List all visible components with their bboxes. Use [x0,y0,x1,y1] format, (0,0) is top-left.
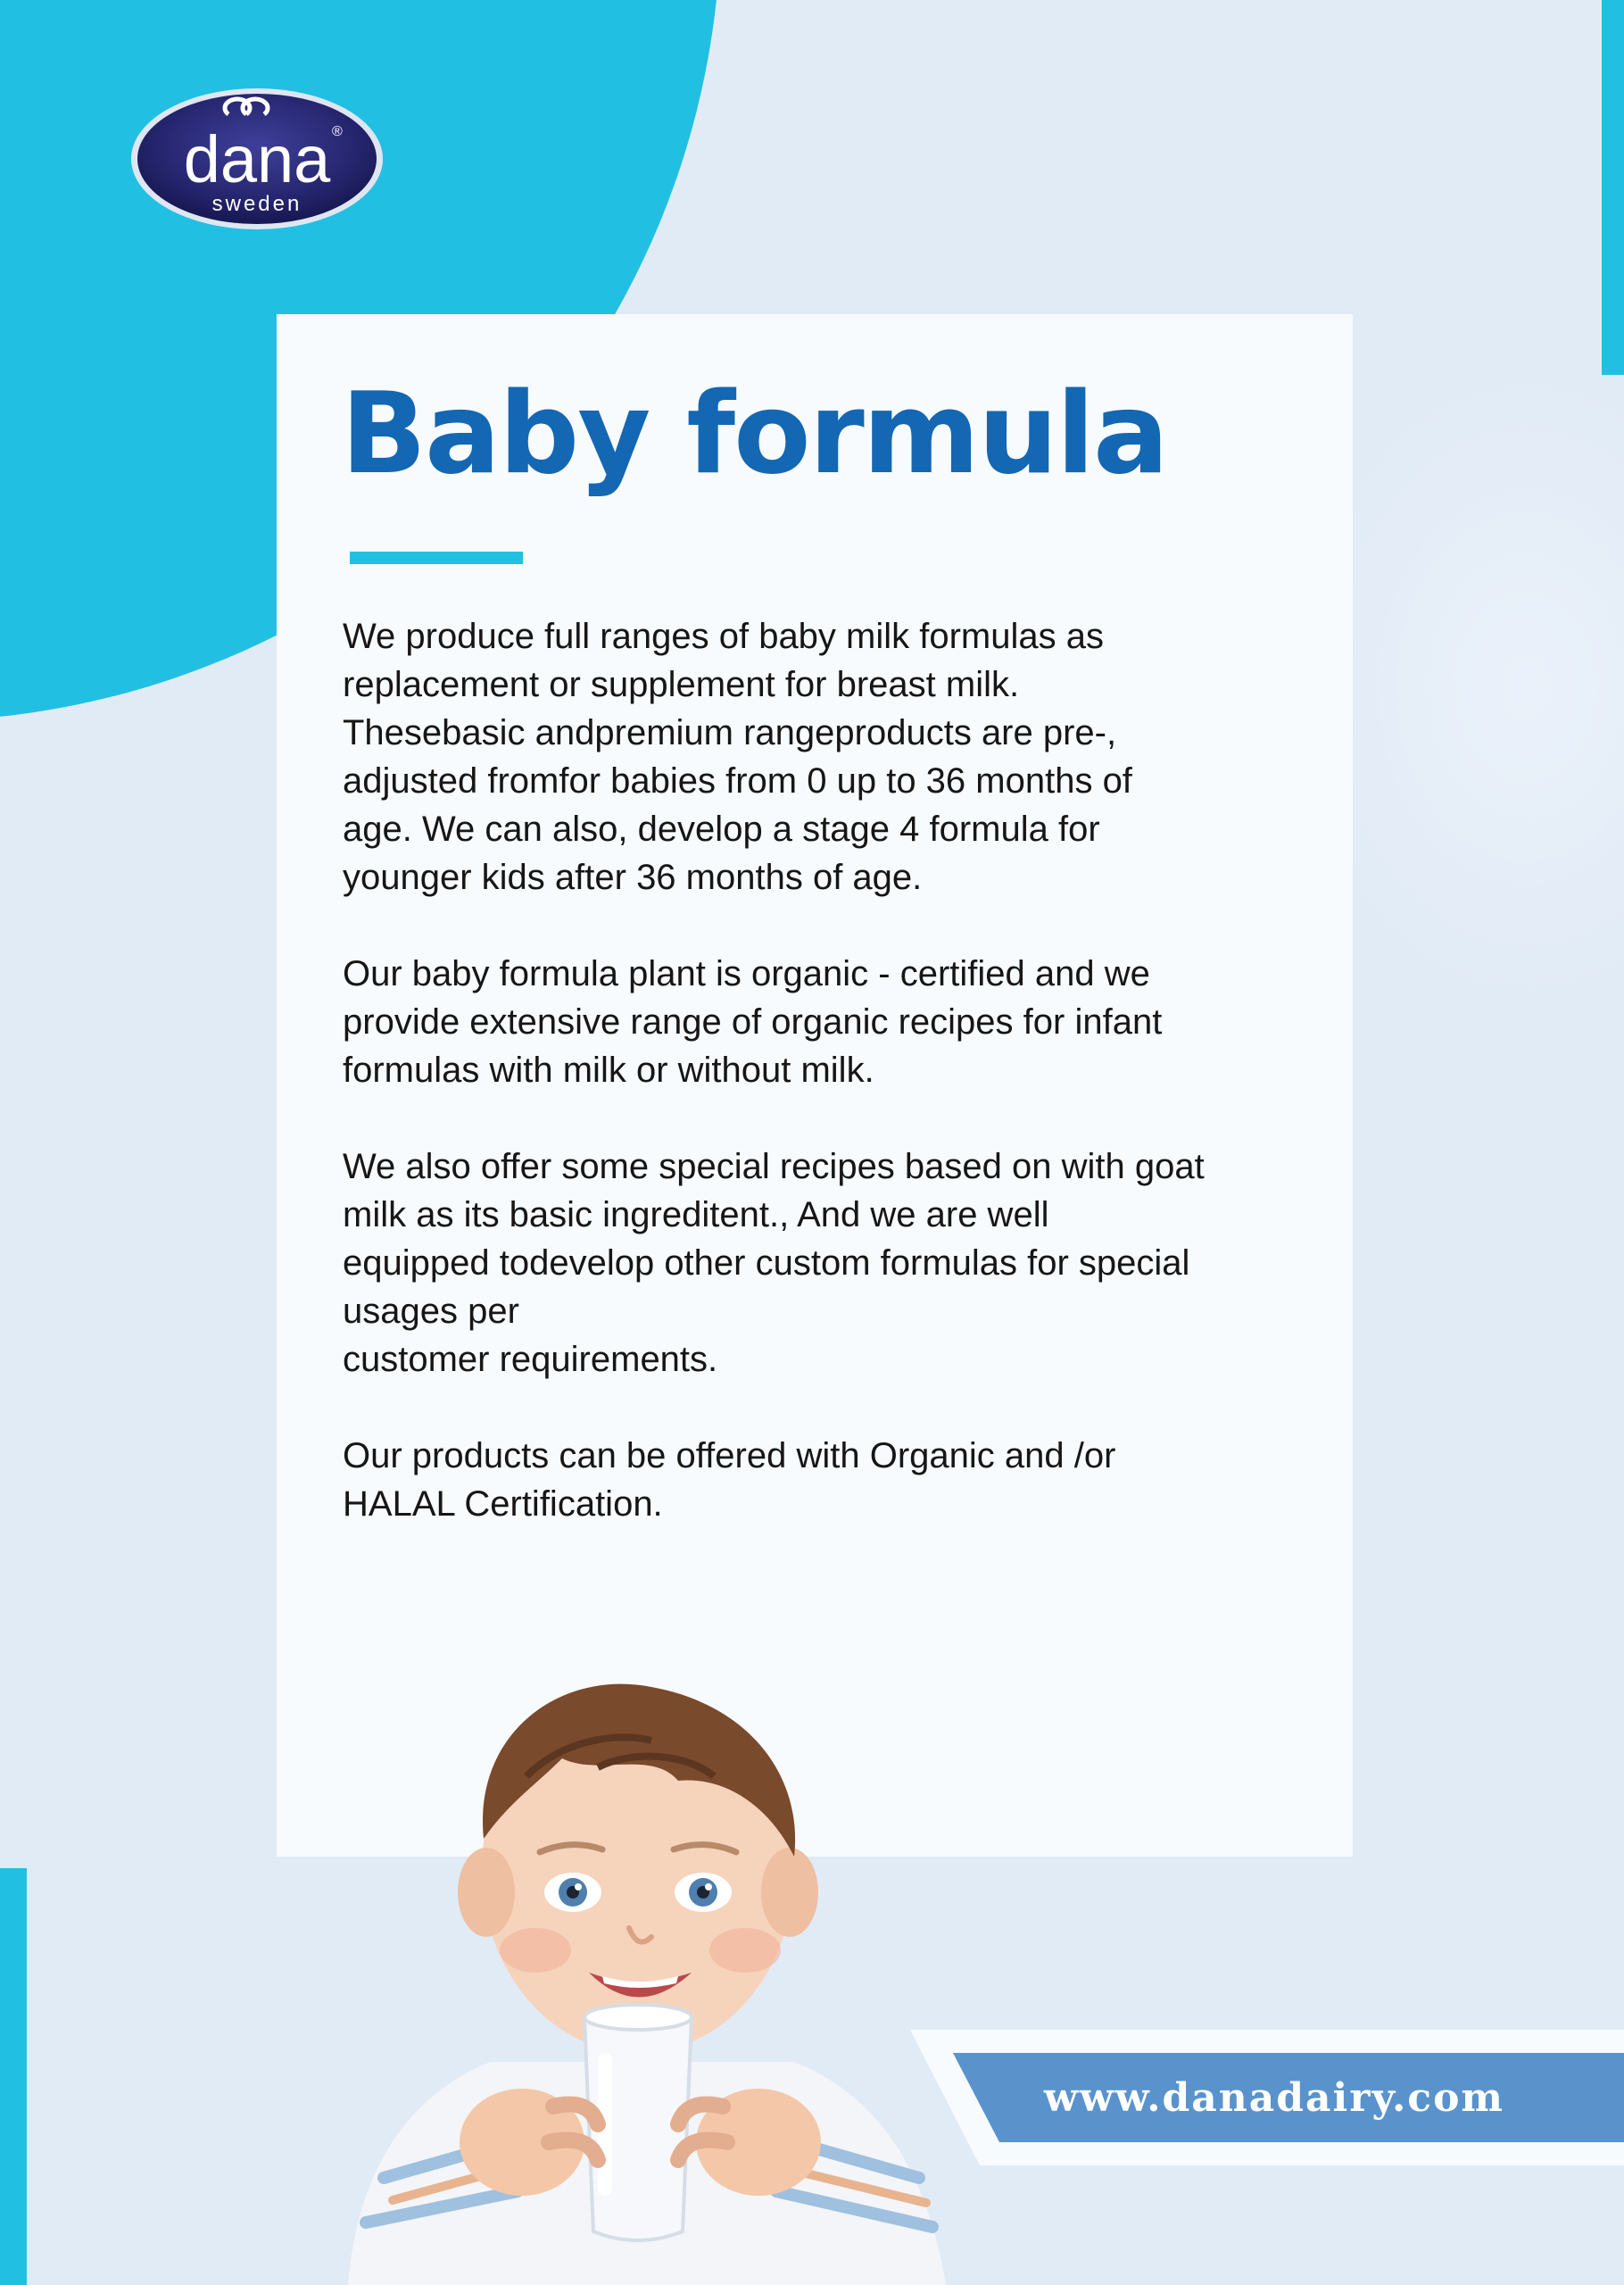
content-card [277,314,1353,1857]
logo-wordmark: dana [183,122,331,196]
registered-mark: ® [332,124,343,139]
right-accent-bar [1602,0,1624,375]
dana-sweden-logo [128,86,385,232]
paragraph-intro: We produce full ranges of baby milk formulas as replacement or supplement for breast milk. Thesebasic andpremium rangeproducts are pre-, adjusted fromfor babies from 0 up to 36 months of age. We can also, develop a stage 4 formula for younger kids after 36 months of age. [343,617,1132,897]
child-drinking-milk-photo [330,1678,955,2285]
logo-graphic [128,86,385,232]
title-underline [350,552,523,564]
paragraph-certification: Our products can be offered with Organic and /or HALAL Certification. [343,1436,1116,1524]
page-title: Baby formula [341,368,1167,499]
paragraph-organic: Our baby formula plant is organic - certified and we provide extensive range of organic recipes for infant formulas with milk or without milk. [343,954,1163,1090]
paragraph-special-recipes: We also offer some special recipes based on with goat milk as its basic ingreditent., And we are well equipped todevelop other custom formulas for special usages per customer requirements. [343,1147,1205,1379]
left-accent-bar [0,1868,27,2285]
website-url-link[interactable]: www.danadairy.com [1043,2074,1504,2121]
body-text [343,612,1306,1576]
logo-subtitle: sweden [211,192,302,216]
